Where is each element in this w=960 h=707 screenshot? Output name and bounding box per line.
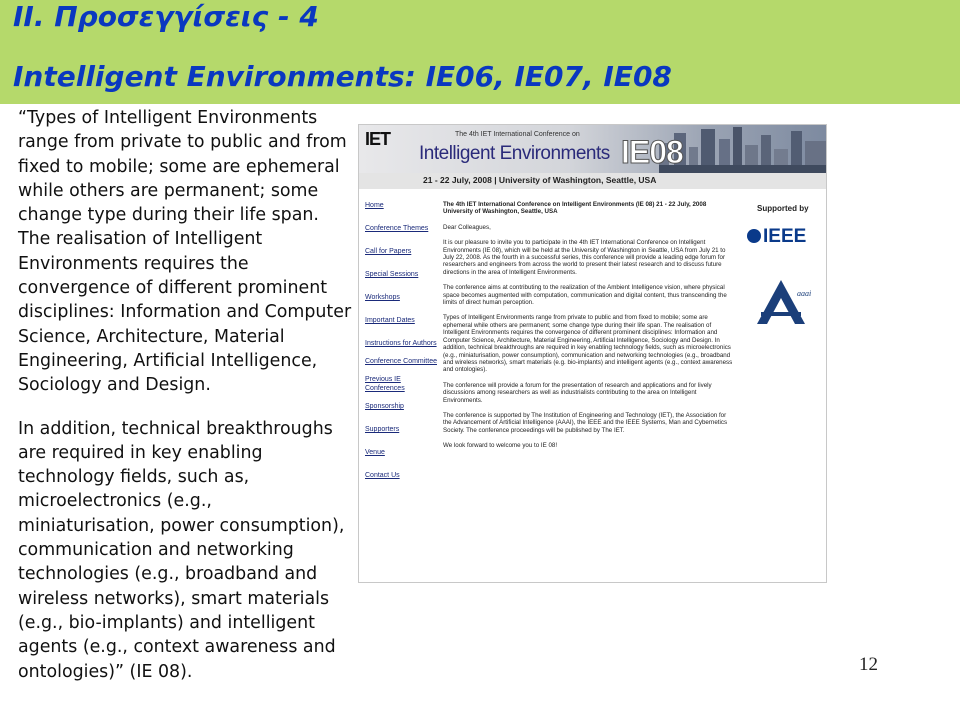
nav-link[interactable]: Conference Committee <box>365 358 437 365</box>
nav-link[interactable]: Call for Papers <box>365 248 412 255</box>
supported-by-label: Supported by <box>757 204 809 213</box>
nav-link[interactable]: Workshops <box>365 294 400 301</box>
iet-logo: IET <box>365 129 391 149</box>
slide-subtitle: Intelligent Environments: IE06, IE07, IE08 <box>13 60 672 93</box>
website-paragraph: The conference will provide a forum for the presentation of research and applications and for lively discussions among researchers as well as industrialists contributing to the area on Intelligent Environments. <box>443 381 712 404</box>
banner-dates-bar <box>359 173 826 189</box>
website-sidebar <box>757 204 821 298</box>
nav-link[interactable]: Special Sessions <box>365 271 419 278</box>
slide-title: II. Προσεγγίσεις - 4 <box>13 0 319 33</box>
website-greeting: Dear Colleagues, <box>443 223 491 231</box>
website-heading: The 4th IET International Conference on Intelligent Environments (IE 08) 21 - 22 July, 2008 University of Washington, Seattle, USA <box>443 201 707 216</box>
ieee-logo <box>747 226 819 248</box>
conference-website-screenshot <box>358 124 827 583</box>
banner-dates: 21 - 22 July, 2008 | University of Washington, Seattle, USA <box>423 175 657 185</box>
slide-body <box>18 106 353 684</box>
nav-link[interactable]: Venue <box>365 449 385 456</box>
slide-title-bar <box>0 0 960 104</box>
nav-link[interactable]: Previous IE Conferences <box>365 376 405 392</box>
nav-link[interactable]: Important Dates <box>365 317 415 324</box>
aaai-logo <box>753 276 817 326</box>
nav-link[interactable]: Sponsorship <box>365 403 404 410</box>
banner-title: Intelligent Environments <box>419 143 610 164</box>
website-paragraph: The conference aims at contributing to the realization of the Ambient Intelligence vision, where physical space becomes augmented with computation, communication and digital content, thus transcending the limits of direct human perception. <box>443 284 727 307</box>
website-paragraph: It is our pleasure to invite you to participate in the 4th IET International Conference on Intelligent Environments (IE 08), which will be held at the University of Washington in Seattle, USA from July 21 to July 22, 2008. As the fourth in a successful series, this conference will provide a leading edge forum for researchers and engineers from across the world to present their latest research and to discuss future directions in the area of Intelligent Environments. <box>443 239 726 276</box>
aaai-logo-text: aaai <box>797 289 812 298</box>
page-number: 12 <box>859 654 878 675</box>
banner-code: IE08 <box>621 134 683 170</box>
nav-link[interactable]: Conference Themes <box>365 225 429 232</box>
website-main-content <box>443 201 733 458</box>
quote-paragraph-1: “Types of Intelligent Environments range from private to public and from fixed to mobile; some are ephemeral while others are permanent; some change type during their life span. The realisation of Intelligent Environments requires the convergence of different prominent disciplines: Information and Computer Science, Architecture, Material Engineering, Artificial Intelligence, Sociology and Design. <box>18 108 352 396</box>
website-paragraph: Types of Intelligent Environments range from private to public and from fixed to mobile; some are ephemeral while others are permanent; some change type during their life span. The realisation of Intelligent Environments requires the convergence of different prominent disciplines: Information and Computer Science, Architecture, Material Engineering, Artificial Intelligence, Sociology and Design. In addition, technical breakthroughs are required in key enabling technology fields, such as microelectronics (e.g., miniaturisation, power consumption), communication and networking technologies (e.g., broadband and wireless networks), smart materials (e.g. bio-implants) and intelligent agents (e.g., context awareness and ontologies). <box>443 314 733 374</box>
website-closing: We look forward to welcome you to IE 08! <box>443 442 558 450</box>
ieee-logo-text: IEEE <box>763 226 807 247</box>
nav-link[interactable]: Contact Us <box>365 472 400 479</box>
ieee-icon <box>747 229 761 243</box>
banner-small-text: The 4th IET International Conference on <box>455 131 580 138</box>
nav-link[interactable]: Supporters <box>365 426 400 433</box>
website-paragraph: The conference is supported by The Institution of Engineering and Technology (IET), the Association for the Advancement of Artificial Intelligence (AAAI), the IEEE and the IEEE Systems, Man and Cybernetics Society. The conference proceedings will be published by The IET. <box>443 411 728 434</box>
website-banner <box>359 125 826 189</box>
nav-link[interactable]: Instructions for Authors <box>365 340 437 347</box>
quote-paragraph-2: In addition, technical breakthroughs are required in key enabling technology fields, such as, microelectronics (e.g., miniaturisation, power consumption), communication and networking technologies (e.g., broadband and wireless networks), smart materials (e.g., bio-implants) and intelligent agents (e.g., context awareness and ontologies)” (IE 08). <box>18 418 345 682</box>
website-nav <box>365 201 437 494</box>
nav-link[interactable]: Home <box>365 202 384 209</box>
